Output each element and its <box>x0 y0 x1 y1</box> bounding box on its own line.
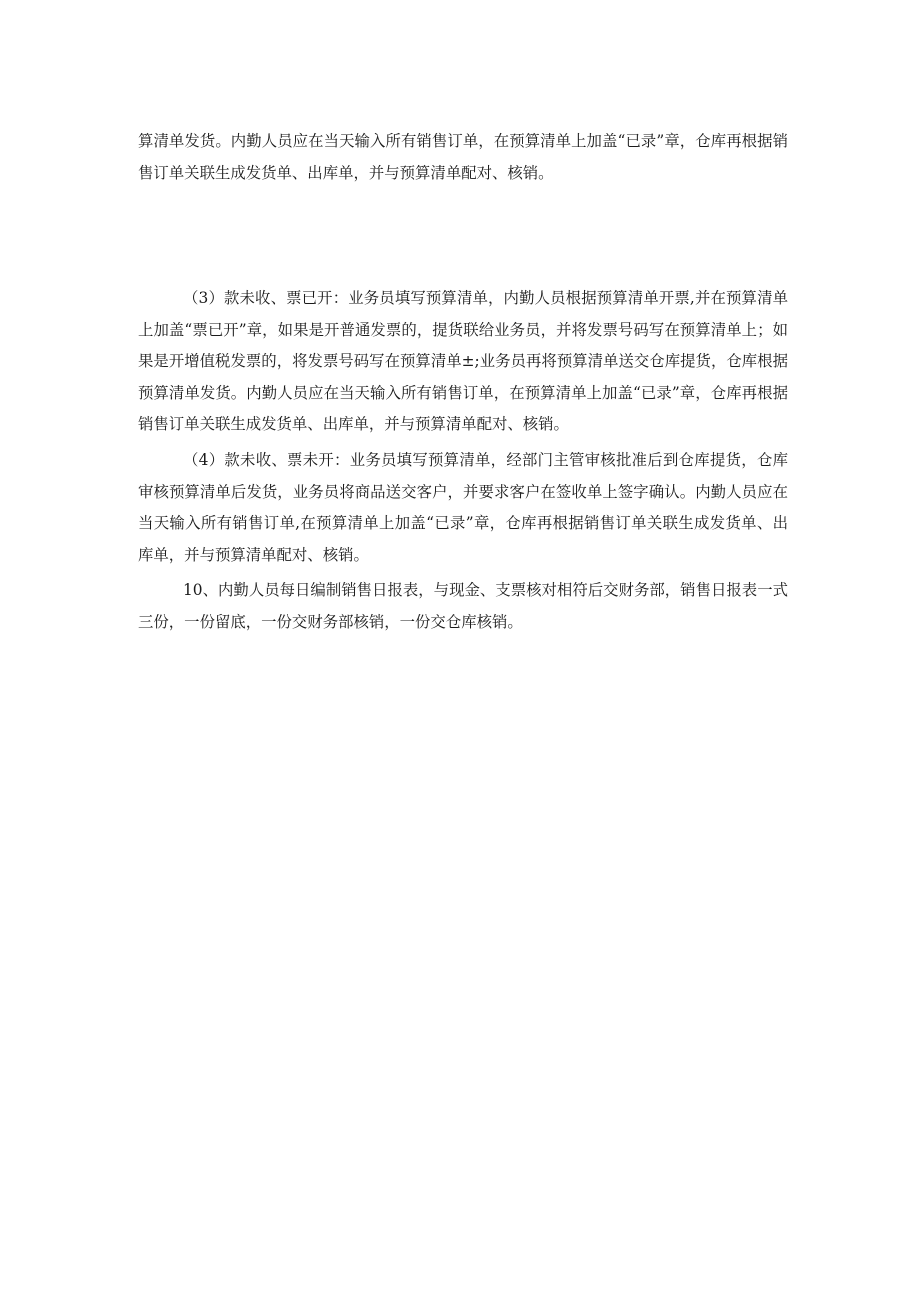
paragraph-item-10: 10、内勤人员每日编制销售日报表，与现金、支票核对相符后交财务部，销售日报表一式三份，一份留底，一份交财务部核销，一份交仓库核销。 <box>138 581 788 631</box>
paragraph-item-3: （3）款未收、票已开：业务员填写预算清单，内勤人员根据预算清单开票,并在预算清单上加盖“票已开”章，如果是开普通发票的，提货联给业务员，并将发票号码写在预算清单上；如果是开增值税发票的，将发票号码写在预算清单±;业务员再将预算清单送交仓库提货，仓库根据预算清单发货。内勤人员应在当天输入所有销售订单，在预算清单上加盖“已录”章，仓库再根据销售订单关联生成发货单、出库单，并与预算清单配对、核销。 <box>138 289 788 433</box>
paragraph-item-4: （4）款未收、票未开：业务员填写预算清单，经部门主管审核批准后到仓库提货，仓库审核预算清单后发货，业务员将商品送交客户，并要求客户在签收单上签字确认。内勤人员应在当天输入所有销售订单,在预算清单上加盖“已录”章，仓库再根据销售订单关联生成发货单、出库单，并与预算清单配对、核销。 <box>138 451 788 564</box>
paragraph-continuation: 算清单发货。内勤人员应在当天输入所有销售订单，在预算清单上加盖“已录”章，仓库再根据销售订单关联生成发货单、出库单，并与预算清单配对、核销。 <box>138 132 788 182</box>
